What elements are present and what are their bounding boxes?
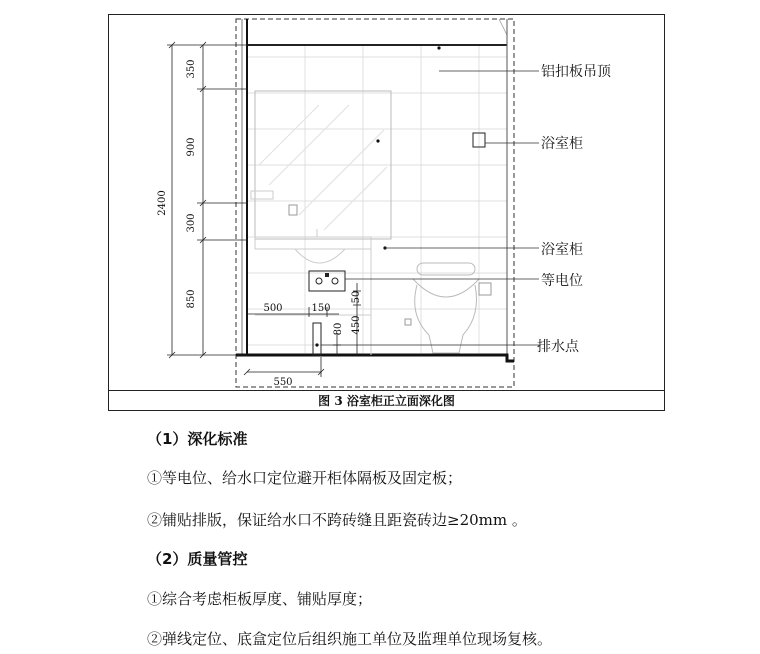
toilet: [413, 263, 479, 353]
mirror-hatch: [259, 105, 387, 230]
dashed-frame: [236, 19, 514, 387]
drawing-canvas: [109, 15, 666, 411]
dim-50: 50: [351, 290, 362, 304]
label-cabinet-lower: 浴室柜: [541, 242, 583, 258]
dim-900: 900: [186, 137, 197, 157]
dim-150: 150: [311, 303, 331, 314]
label-ceiling: 铝扣板吊顶: [541, 64, 611, 80]
label-drain: 排水点: [537, 339, 579, 355]
section1-item2: ②铺贴排版，保证给水口不跨砖缝且距瓷砖边≥20mm 。: [147, 511, 527, 529]
drain-pipe: [313, 323, 321, 355]
section1-item1: ①等电位、给水口定位避开柜体隔板及固定板；: [147, 469, 463, 487]
figure-caption: 图 3 浴室柜正立面深化图: [108, 390, 665, 411]
section2-item1: ①综合考虑柜板厚度、铺贴厚度；: [147, 590, 373, 608]
dim-350: 350: [186, 59, 197, 79]
elevation-drawing: [108, 14, 665, 410]
section2-item2: ②弹线定位、底盒定位后组织施工单位及监理单位现场复核。: [147, 630, 553, 648]
dim-300: 300: [186, 213, 197, 233]
dim-450: 450: [351, 315, 362, 335]
floor-line: [236, 355, 514, 361]
dim-500: 500: [263, 303, 283, 314]
dim-2400: 2400: [157, 190, 168, 216]
dim-550: 550: [273, 377, 293, 388]
label-cabinet-upper: 浴室柜: [541, 136, 583, 152]
dim-80: 80: [333, 322, 344, 336]
section1-title: （1）深化标准: [147, 430, 248, 448]
vertical-dimensions: [167, 42, 247, 358]
label-equipotential: 等电位: [541, 273, 583, 289]
dim-850: 850: [186, 289, 197, 309]
section2-title: （2）质量管控: [147, 550, 248, 568]
